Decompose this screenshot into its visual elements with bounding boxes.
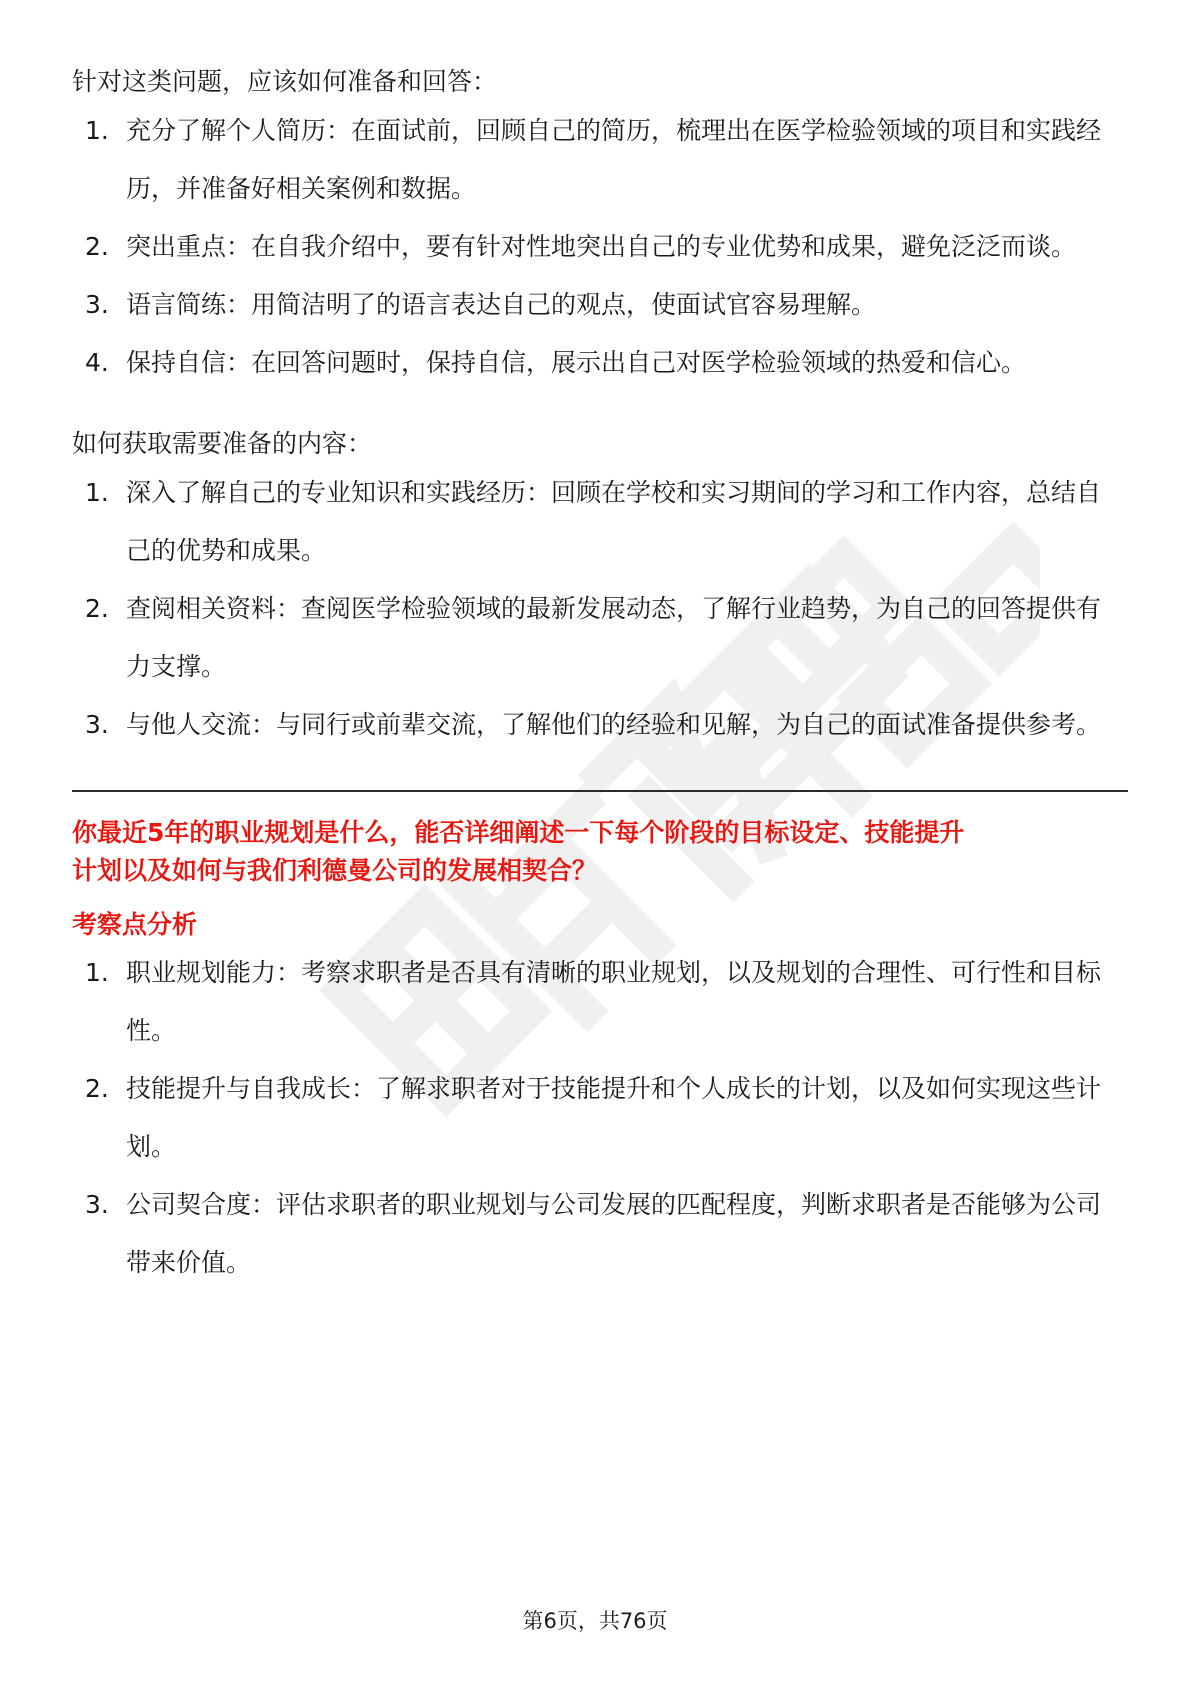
prepare-list <box>72 102 1112 392</box>
section-intro-gather: 如何获取需要准备的内容： <box>72 429 373 458</box>
main-content <box>72 62 1112 1292</box>
list-item-text: 技能提升与自我成长：了解求职者对于技能提升和个人成长的计划，以及如何实现这些计划。 <box>126 1074 1102 1161</box>
section-divider <box>72 790 1128 792</box>
list-item-number: 3. <box>85 1190 109 1219</box>
list-item <box>72 334 1112 392</box>
question-line-1: 你最近5年的职业规划是什么，能否详细阐述一下每个阶段的目标设定、技能提升 <box>72 818 965 847</box>
page-footer: 第6页，共76页 <box>522 1609 668 1633</box>
list-item-number: 3. <box>85 710 109 739</box>
list-item-text: 语言简练：用简洁明了的语言表达自己的观点，使面试官容易理解。 <box>126 290 877 319</box>
list-item <box>72 1176 1112 1292</box>
list-item-text: 突出重点：在自我介绍中，要有针对性地突出自己的专业优势和成果，避免泛泛而谈。 <box>126 232 1077 261</box>
list-item <box>72 944 1112 1060</box>
list-item-text: 深入了解自己的专业知识和实践经历：回顾在学校和实习期间的学习和工作内容，总结自己的优势和成果。 <box>126 478 1102 565</box>
list-item <box>72 218 1112 276</box>
list-item-text: 充分了解个人简历：在面试前，回顾自己的简历，梳理出在医学检验领域的项目和实践经历，并准备好相关案例和数据。 <box>126 116 1102 203</box>
list-item-text: 保持自信：在回答问题时，保持自信，展示出自己对医学检验领域的热爱和信心。 <box>126 348 1027 377</box>
list-item-number: 4. <box>85 348 109 377</box>
list-item <box>72 1060 1112 1176</box>
list-item-number: 3. <box>85 290 109 319</box>
list-item-number: 1. <box>85 116 109 145</box>
list-item-number: 2. <box>85 594 109 623</box>
interview-question <box>72 814 1112 890</box>
list-item-number: 1. <box>85 958 109 987</box>
question-line-2: 计划以及如何与我们利德曼公司的发展相契合？ <box>72 856 598 885</box>
list-item <box>72 276 1112 334</box>
list-item-number: 2. <box>85 232 109 261</box>
list-item-text: 职业规划能力：考察求职者是否具有清晰的职业规划，以及规划的合理性、可行性和目标性。 <box>126 958 1102 1045</box>
list-item <box>72 102 1112 218</box>
list-item-text: 查阅相关资料：查阅医学检验领域的最新发展动态，了解行业趋势，为自己的回答提供有力支撑。 <box>126 594 1102 681</box>
analysis-list <box>72 944 1112 1292</box>
list-item-text: 公司契合度：评估求职者的职业规划与公司发展的匹配程度，判断求职者是否能够为公司带来价值。 <box>126 1190 1102 1277</box>
gather-list <box>72 464 1112 754</box>
list-item <box>72 696 1112 754</box>
list-item-number: 2. <box>85 1074 109 1103</box>
analysis-heading: 考察点分析 <box>72 910 198 939</box>
list-item <box>72 580 1112 696</box>
list-item-number: 1. <box>85 478 109 507</box>
list-item-text: 与他人交流：与同行或前辈交流，了解他们的经验和见解，为自己的面试准备提供参考。 <box>126 710 1102 739</box>
list-item <box>72 464 1112 580</box>
section-intro-prepare: 针对这类问题，应该如何准备和回答： <box>72 67 498 96</box>
